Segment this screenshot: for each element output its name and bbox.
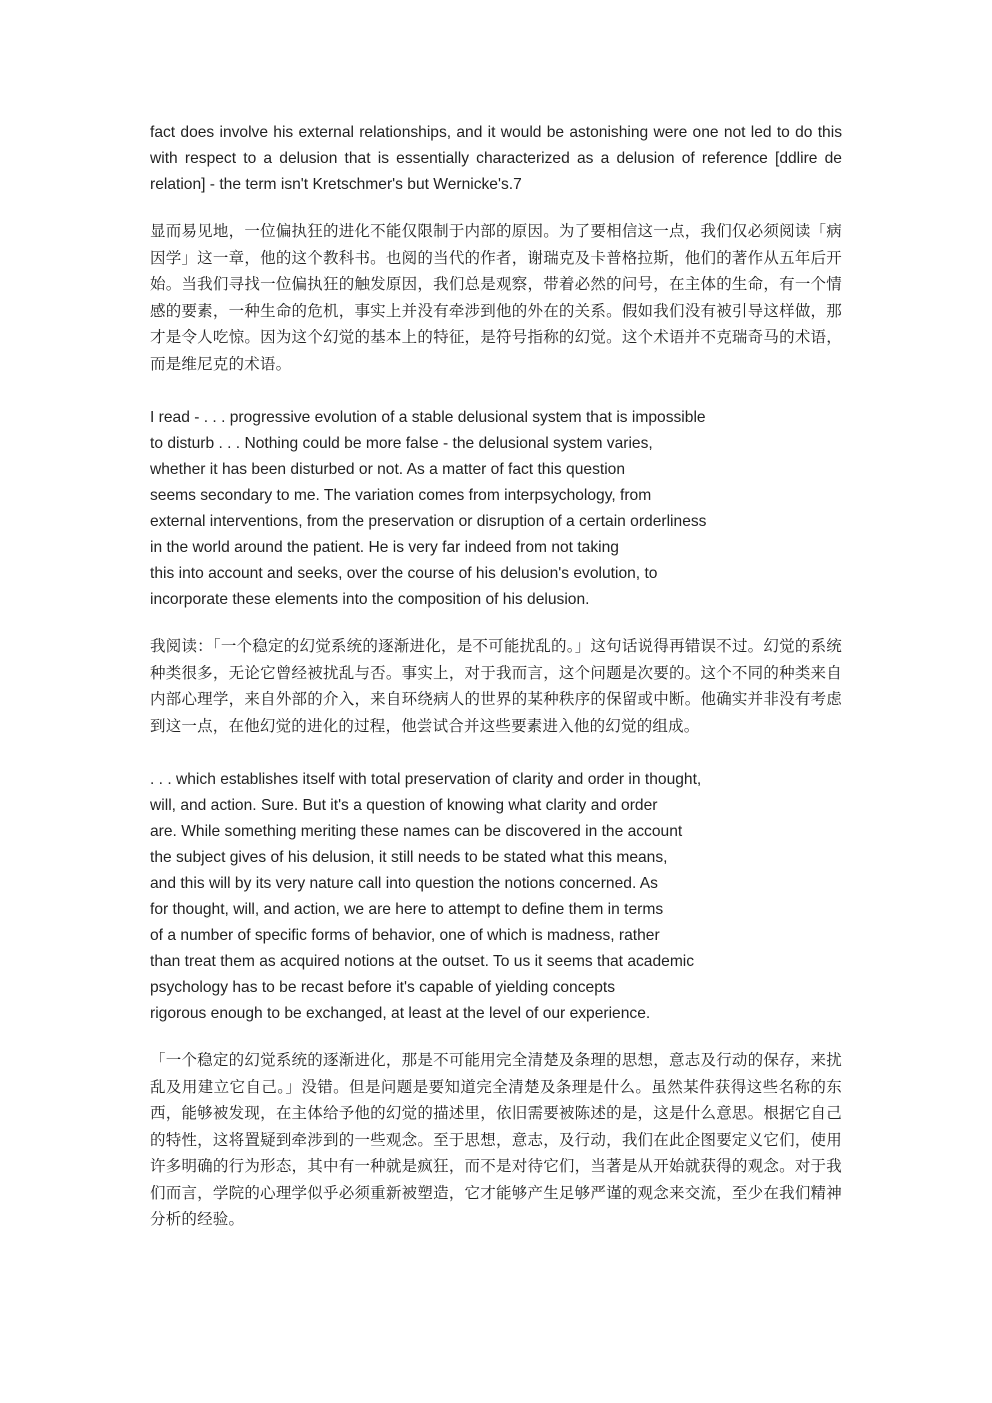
text-line: for thought, will, and action, we are here to attempt to define them in terms (150, 901, 664, 918)
text-line: whether it has been disturbed or not. As a matter of fact this question (150, 461, 626, 478)
text-line: are. While something meriting these names can be discovered in the account (150, 823, 683, 840)
text-line: and this will by its very nature call into question the notions concerned. As (150, 875, 658, 892)
chinese-paragraph-1: 显而易见地，一位偏执狂的进化不能仅限制于内部的原因。为了要相信这一点，我们仅必须阅读「病因学」这一章，他的这个教科书。也阅的当代的作者，谢瑞克及卡普格拉斯，他们的著作从五年后开始。当我们寻找一位偏执狂的触发原因，我们总是观察，带着必然的问号，在主体的生命，有一个情感的要素，一种生命的危机，事实上并没有牵涉到他的外在的关系。假如我们没有被引导这样做，那才是令人吃惊。因为这个幻觉的基本上的特征，是符号指称的幻觉。这个术语并不克瑞奇马的术语，而是维尼克的术语。 (150, 222, 842, 373)
text-line: I read - . . . progressive evolution of a stable delusional system that is impossible (150, 409, 706, 426)
text-line: of a number of specific forms of behavior, one of which is madness, rather (150, 927, 660, 944)
text-line: incorporate these elements into the composition of his delusion. (150, 591, 590, 608)
chinese-paragraph-2: 我阅读：「一个稳定的幻觉系统的逐渐进化，是不可能扰乱的。」这句话说得再错误不过。幻觉的系统种类很多，无论它曾经被扰乱与否。事实上，对于我而言，这个问题是次要的。这个不同的种类来自内部心理学，来自外部的介入，来自环绕病人的世界的某种秩序的保留或中断。他确实并非没有考虑到这一点，在他幻觉的进化的过程，他尝试合并这些要素进入他的幻觉的组成。 (150, 637, 842, 735)
english-paragraph-1: fact does involve his external relationships, and it would be astonishing were one not led to do this with respect to a delusion that is essentially characterized as a delusion of reference [ddlire de relation] - the term isn't Kretschmer's but Wernicke's.7 (150, 124, 842, 193)
text-line: this into account and seeks, over the course of his delusion's evolution, to (150, 565, 658, 582)
text-line: psychology has to be recast before it's capable of yielding concepts (150, 979, 616, 996)
english-paragraph-3 (150, 767, 842, 1027)
text-line: the subject gives of his delusion, it still needs to be stated what this means, (150, 849, 668, 866)
text-line: to disturb . . . Nothing could be more false - the delusional system varies, (150, 435, 653, 452)
text-line: external interventions, from the preservation or disruption of a certain orderliness (150, 513, 707, 530)
text-line: seems secondary to me. The variation comes from interpsychology, from (150, 487, 652, 504)
text-line: will, and action. Sure. But it's a question of knowing what clarity and order (150, 797, 658, 814)
chinese-paragraph-3: 「一个稳定的幻觉系统的逐渐进化，那是不可能用完全清楚及条理的思想，意志及行动的保存，来扰乱及用建立它自己。」没错。但是问题是要知道完全清楚及条理是什么。虽然某件获得这些名称的东西，能够被发现，在主体给予他的幻觉的描述里，依旧需要被陈述的是，这是什么意思。根据它自己的特性，这将置疑到牵涉到的一些观念。至于思想，意志，及行动，我们在此企图要定义它们，使用许多明确的行为形态，其中有一种就是疯狂，而不是对待它们，当著是从开始就获得的观念。对于我们而言，学院的心理学似乎必须重新被塑造，它才能够产生足够严谨的观念来交流，至少在我们精神分析的经验。 (150, 1051, 842, 1228)
english-paragraph-2 (150, 405, 842, 613)
document-page (150, 120, 842, 1233)
text-line: rigorous enough to be exchanged, at least at the level of our experience. (150, 1005, 651, 1022)
text-line: than treat them as acquired notions at the outset. To us it seems that academic (150, 953, 695, 970)
text-line: in the world around the patient. He is very far indeed from not taking (150, 539, 619, 556)
text-line: . . . which establishes itself with total preservation of clarity and order in thought, (150, 771, 702, 788)
